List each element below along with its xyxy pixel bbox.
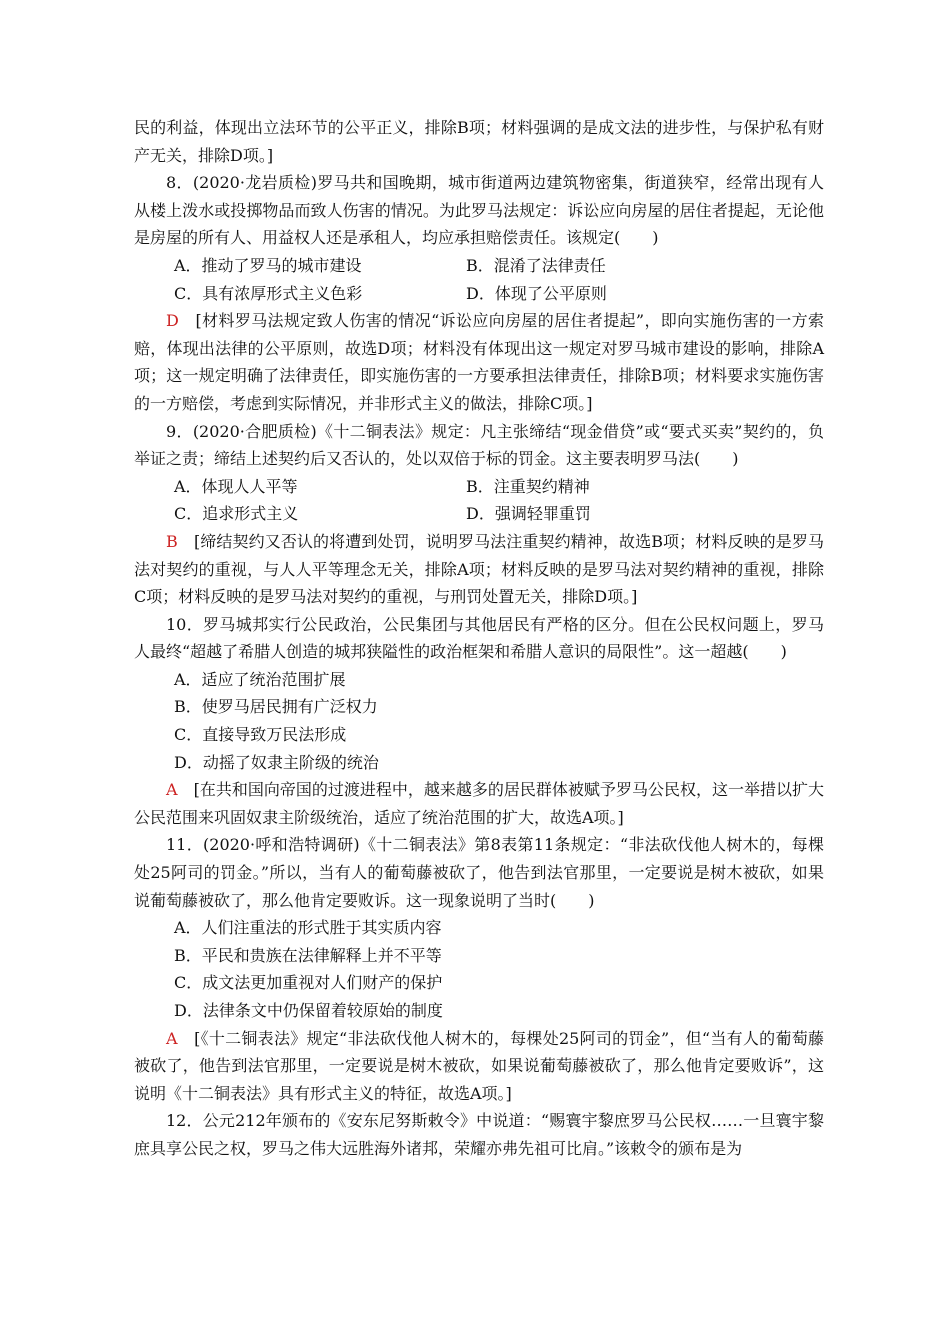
- previous-explanation-continuation: 民的利益，体现出立法环节的公平正义，排除B项；材料强调的是成文法的进步性，与保护私有财产无关，排除D项。]: [134, 118, 824, 165]
- q8-option-b: B．混淆了法律责任: [466, 255, 606, 275]
- q9-option-b: B．注重契约精神: [466, 476, 590, 496]
- question-8-answer: [134, 307, 824, 417]
- q10-option-a: A．适应了统治范围扩展: [174, 669, 346, 689]
- q8-option-a: A．推动了罗马的城市建设: [174, 255, 362, 275]
- q11-explanation: [《十二铜表法》规定“非法砍伐他人树木的，每棵处25阿司的罚金”，但“当有人的葡萄藤被砍了，他告到法官那里，一定要说是树木被砍，如果说葡萄藤被砍了，那么他肯定要败诉”，这说明《十二铜表法》具有形式主义的特征，故选A项。]: [134, 1028, 824, 1103]
- question-10-options: [134, 666, 824, 776]
- question-11-options: [134, 914, 824, 1024]
- q10-option-d: D．动摇了奴隶主阶级的统治: [174, 752, 379, 772]
- question-9-answer: [134, 528, 824, 611]
- question-10-answer: [134, 776, 824, 831]
- question-8-options: [134, 252, 824, 307]
- document-body: [134, 114, 824, 1163]
- q9-answer-letter: B: [166, 531, 178, 551]
- q8-option-c: C．具有浓厚形式主义色彩: [174, 283, 363, 303]
- q8-answer-letter: D: [166, 311, 179, 331]
- q9-option-c: C．追求形式主义: [174, 504, 299, 524]
- q9-explanation: [缔结契约又否认的将遭到处罚，说明罗马法注重契约精神，故选B项；材料反映的是罗马法对契约的重视，与人人平等理念无关，排除A项；材料反映的是罗马法对契约精神的重视，排除C项；材料反映的是罗马法对契约的重视，与刑罚处置无关，排除D项。]: [134, 531, 824, 607]
- q11-option-d: D．法律条文中仍保留着较原始的制度: [174, 1001, 443, 1020]
- q9-option-d: D．强调轻罪重罚: [466, 504, 591, 524]
- q10-answer-letter: A: [166, 780, 178, 800]
- question-11-stem: 11．(2020·呼和浩特调研)《十二铜表法》第8表第11条规定：“非法砍伐他人树木的，每棵处25阿司的罚金。”所以，当有人的葡萄藤被砍了，他告到法官那里，一定要说是树木被砍，如果说葡萄藤被砍了，那么他肯定要败诉。这一现象说明了当时( ): [134, 835, 824, 910]
- q10-option-b: B．使罗马居民拥有广泛权力: [174, 697, 378, 717]
- q10-option-c: C．直接导致万民法形成: [174, 725, 347, 745]
- question-9-options: [134, 473, 824, 528]
- q9-option-a: A．体现人人平等: [174, 476, 298, 496]
- q8-option-d: D．体现了公平原则: [466, 283, 607, 303]
- question-8-stem: 8．(2020·龙岩质检)罗马共和国晚期，城市街道两边建筑物密集，街道狭窄，经常出现有人从楼上泼水或投掷物品而致人伤害的情况。为此罗马法规定：诉讼应向房屋的居住者提起，无论他是房屋的所有人、用益权人还是承租人，均应承担赔偿责任。该规定( ): [134, 173, 824, 248]
- q11-option-a: A．人们注重法的形式胜于其实质内容: [174, 918, 442, 938]
- q10-explanation: [在共和国向帝国的过渡进程中，越来越多的居民群体被赋予罗马公民权，这一举措以扩大公民范围来巩固奴隶主阶级统治，适应了统治范围的扩大，故选A项。]: [134, 780, 824, 827]
- q11-option-c: C．成文法更加重视对人们财产的保护: [174, 973, 443, 993]
- question-10-stem: 10．罗马城邦实行公民政治，公民集团与其他居民有严格的区分。但在公民权问题上，罗马人最终“超越了希腊人创造的城邦狭隘性的政治框架和希腊人意识的局限性”。这一超越( ): [134, 614, 824, 662]
- question-9-stem: 9．(2020·合肥质检)《十二铜表法》规定：凡主张缔结“现金借贷”或“要式买卖”契约的，负举证之责；缔结上述契约后又否认的，处以双倍于标的罚金。这主要表明罗马法( ): [134, 421, 824, 469]
- q8-explanation: [材料罗马法规定致人伤害的情况“诉讼应向房屋的居住者提起”，即向实施伤害的一方索赔，体现出法律的公平原则，故选D项；材料没有体现出这一规定对罗马城市建设的影响，排除A项；这一规定明确了法律责任，即实施伤害的一方要承担法律责任，排除B项；材料要求实施伤害的一方赔偿，考虑到实际情况，并非形式主义的做法，排除C项。]: [134, 311, 824, 413]
- q11-answer-letter: A: [166, 1028, 178, 1048]
- question-12-stem: 12．公元212年颁布的《安东尼努斯敕令》中说道：“赐寰宇黎庶罗马公民权……一旦寰宇黎庶具享公民之权，罗马之伟大远胜海外诸邦，荣耀亦弗先祖可比肩。”该敕令的颁布是为: [134, 1111, 824, 1158]
- question-11-answer: [134, 1025, 824, 1108]
- q11-option-b: B．平民和贵族在法律解释上并不平等: [174, 945, 442, 965]
